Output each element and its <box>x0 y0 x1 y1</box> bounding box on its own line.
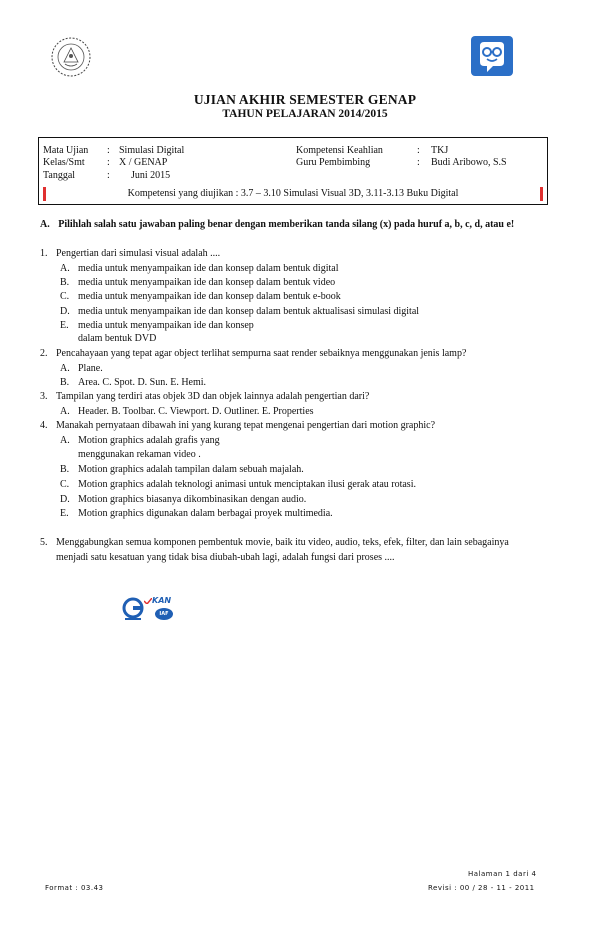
option-text-continued: menggunakan rekaman video . <box>78 449 201 460</box>
option-text: Motion graphics adalah tampilan dalam sebuah majalah. <box>78 464 304 475</box>
option-text-continued: dalam bentuk DVD <box>78 333 157 344</box>
question-text: Pengertian dari simulasi visual adalah .... <box>56 248 221 259</box>
mata-ujian-label: Mata Ujian <box>43 145 89 156</box>
tanggal-label: Tanggal <box>43 170 76 181</box>
mata-ujian-value: Simulasi Digital <box>119 145 185 156</box>
option-text: Area. C. Spot. D. Sun. E. Hemi. <box>78 377 207 388</box>
question-number: 4. <box>40 420 48 431</box>
exam-title: UJIAN AKHIR SEMESTER GENAP <box>193 92 417 107</box>
page-number: Halaman 1 dari 4 <box>468 870 537 878</box>
option-letter: C. <box>60 291 70 302</box>
option-letter: D. <box>60 494 70 505</box>
option-text: Motion graphics adalah grafis yang <box>78 435 220 446</box>
question-text: Manakah pernyataan dibawah ini yang kurang tepat mengenai pengertian dari motion graphic? <box>56 420 436 431</box>
kompetensi-diujikan-bar: Kompetensi yang diujikan : 3.7 – 3.10 Simulasi Visual 3D, 3.11-3.13 Buku Digital <box>43 187 543 201</box>
option-text: Motion graphics biasanya dikombinasikan dengan audio. <box>78 494 307 505</box>
kan-logo: KAN <box>152 596 172 605</box>
school-seal-logo <box>50 36 92 78</box>
kelas-label: Kelas/Smt <box>43 157 85 168</box>
exam-info-box <box>38 137 548 205</box>
iaf-logo: IAF <box>155 608 173 620</box>
tanggal-value: Juni 2015 <box>131 170 171 181</box>
question-text: Pencahayaan yang tepat agar object terlihat sempurna saat render sebaiknya menggunakan jenis lamp? <box>56 348 467 359</box>
certification-logos <box>122 595 178 625</box>
section-instruction-text: Pilihlah salah satu jawaban paling benar dengan memberikan tanda silang (x) pada huruf a, b, c, d, atau e! <box>58 219 515 230</box>
section-letter: A. <box>40 219 50 230</box>
option-text: Plane. <box>78 363 103 374</box>
colon: : <box>107 145 110 156</box>
question-number: 5. <box>40 537 48 548</box>
kelas-value: X / GENAP <box>119 157 168 168</box>
question-text-continued: menjadi satu kesatuan yang tidak bisa diubah-ubah lagi, adalah fungsi dari proses .... <box>56 552 395 563</box>
option-text: media untuk menyampaikan ide dan konsep dalam bentuk e-book <box>78 291 341 302</box>
option-text: Motion graphics digunakan dalam berbagai proyek multimedia. <box>78 508 333 519</box>
option-letter: A. <box>60 435 70 446</box>
kompetensi-label: Kompetensi Keahlian <box>296 145 383 156</box>
edmodo-logo <box>471 36 513 76</box>
question-text: Tampilan yang terdiri atas objek 3D dan objek lainnya adalah pengertian dari? <box>56 391 370 402</box>
option-letter: C. <box>60 479 70 490</box>
option-letter: B. <box>60 464 70 475</box>
question-number: 3. <box>40 391 48 402</box>
guru-value: Budi Aribowo, S.S <box>431 157 507 168</box>
option-letter: B. <box>60 377 70 388</box>
kompetensi-value: TKJ <box>431 145 449 156</box>
option-letter: A. <box>60 406 70 417</box>
option-text: media untuk menyampaikan ide dan konsep <box>78 320 254 331</box>
revision-info: Revisi : 00 / 28 - 11 - 2011 <box>428 884 535 892</box>
section-a-instruction <box>40 219 514 230</box>
option-letter: A. <box>60 363 70 374</box>
option-text: Motion graphics adalah teknologi animasi untuk menciptakan ilusi gerak atau rotasi. <box>78 479 416 490</box>
option-letter: E. <box>60 508 69 519</box>
quality-mark-icon <box>122 597 146 623</box>
colon: : <box>107 170 110 181</box>
colon: : <box>417 157 420 168</box>
question-text: Menggabungkan semua komponen pembentuk movie, baik itu video, audio, teks, efek, filter, dan lain sebagainya <box>56 537 509 548</box>
option-text: media untuk menyampaikan ide dan konsep dalam bentuk aktualisasi simulasi digital <box>78 306 420 317</box>
option-letter: D. <box>60 306 70 317</box>
colon: : <box>107 157 110 168</box>
option-text: media untuk menyampaikan ide dan konsep dalam bentuk video <box>78 277 336 288</box>
option-letter: A. <box>60 263 70 274</box>
colon: : <box>417 145 420 156</box>
option-letter: E. <box>60 320 69 331</box>
option-letter: B. <box>60 277 70 288</box>
option-text: Header. B. Toolbar. C. Viewport. D. Outliner. E. Properties <box>78 406 314 417</box>
exam-subtitle: TAHUN PELAJARAN 2014/2015 <box>222 108 388 120</box>
check-mark-icon <box>144 598 152 604</box>
format-code: Format : 03.43 <box>45 884 104 892</box>
question-number: 1. <box>40 248 48 259</box>
option-text: media untuk menyampaikan ide dan konsep dalam bentuk digital <box>78 263 339 274</box>
question-number: 2. <box>40 348 48 359</box>
guru-label: Guru Pembimbing <box>296 157 371 168</box>
